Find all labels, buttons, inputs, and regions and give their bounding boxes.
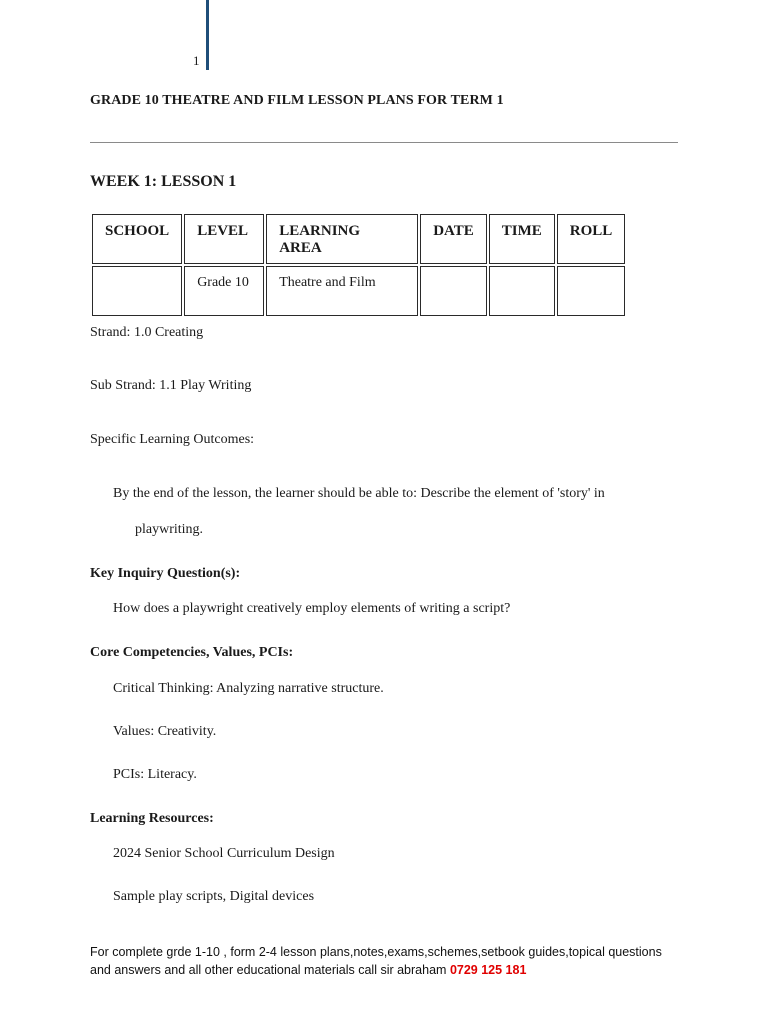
footer-phone: 0729 125 181 [449, 963, 527, 977]
header-roll: ROLL [557, 214, 626, 264]
lesson-info-table [90, 212, 627, 318]
cell-time [489, 266, 555, 316]
core-competencies-label: Core Competencies, Values, PCIs: [90, 645, 294, 660]
specific-outcomes-label: Specific Learning Outcomes: [90, 432, 255, 447]
page-margin-bar [206, 0, 209, 70]
cell-level: Grade 10 [184, 266, 264, 316]
cell-school [92, 266, 182, 316]
header-learning-area: LEARNING AREA [266, 214, 418, 264]
core-item-values: Values: Creativity. [113, 724, 217, 739]
cell-roll [557, 266, 626, 316]
week-heading: WEEK 1: LESSON 1 [90, 173, 237, 190]
table-row [92, 266, 625, 316]
core-item-critical-thinking: Critical Thinking: Analyzing narrative structure. [113, 681, 384, 696]
header-date: DATE [420, 214, 487, 264]
promo-footer [90, 943, 680, 979]
cell-learning-area: Theatre and Film [266, 266, 418, 316]
key-inquiry-label: Key Inquiry Question(s): [90, 566, 241, 581]
header-time: TIME [489, 214, 555, 264]
header-school: SCHOOL [92, 214, 182, 264]
sub-strand-text: Sub Strand: 1.1 Play Writing [90, 378, 252, 393]
title-divider [90, 142, 678, 143]
outcome-line-2: playwriting. [135, 522, 204, 537]
cell-date [420, 266, 487, 316]
resource-item-scripts: Sample play scripts, Digital devices [113, 889, 315, 904]
footer-text: For complete grde 1-10 , form 2-4 lesson plans,notes,exams,schemes,setbook guides,topical questions and answers and all other educational materials call sir abraham [90, 945, 662, 977]
table-header-row [92, 214, 625, 264]
header-level: LEVEL [184, 214, 264, 264]
outcome-line-1: By the end of the lesson, the learner should be able to: Describe the element of 'story' in [113, 486, 605, 501]
learning-resources-label: Learning Resources: [90, 811, 214, 826]
page-number: 1 [193, 53, 200, 68]
core-item-pcis: PCIs: Literacy. [113, 767, 197, 782]
resource-item-curriculum: 2024 Senior School Curriculum Design [113, 846, 335, 861]
strand-text: Strand: 1.0 Creating [90, 325, 204, 340]
key-inquiry-text: How does a playwright creatively employ elements of writing a script? [113, 601, 511, 616]
document-title: GRADE 10 THEATRE AND FILM LESSON PLANS FOR TERM 1 [90, 93, 504, 108]
